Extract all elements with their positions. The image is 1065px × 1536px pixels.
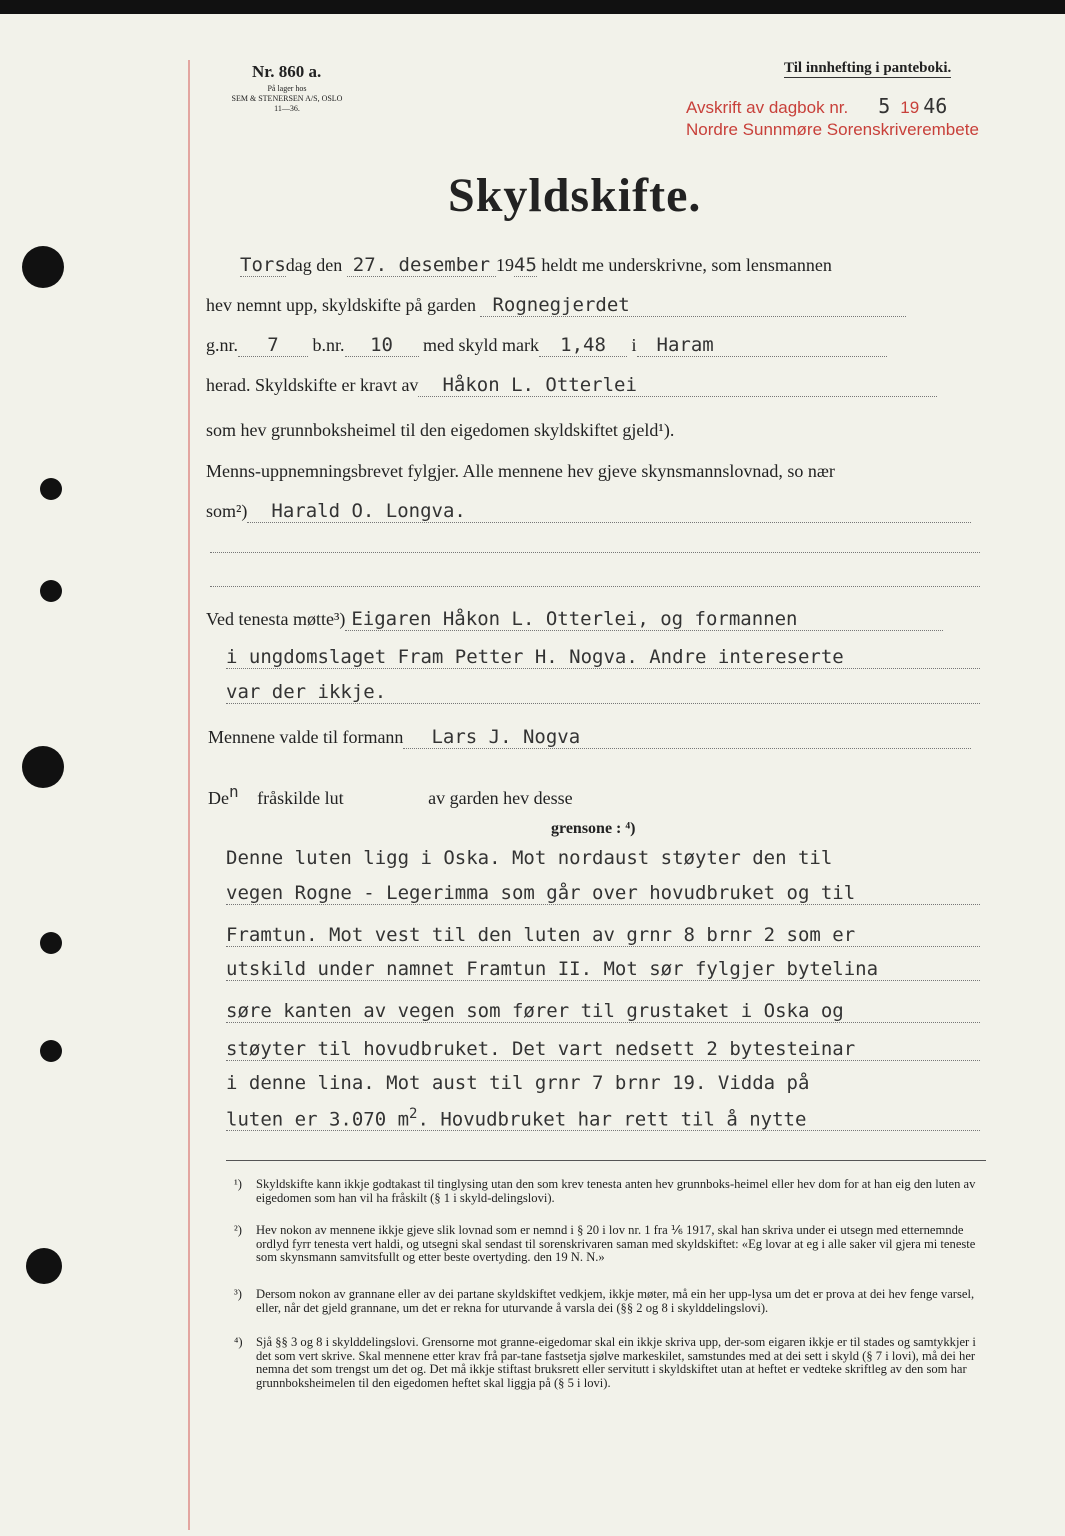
line-farm: hev nemnt upp, skyldskifte på garden Rognegjerdet [206, 294, 980, 317]
line-date: Torsdag den 27. desember 1945 heldt me underskrivne, som lensmannen [240, 254, 832, 276]
registry-stamp: Avskrift av dagbok nr. 5 19 46 Nordre Sunnmøre Sorenskriverembete [686, 94, 979, 139]
footnote-2: ²) Hev nokon av mennene ikkje gjeve slik lovnad som er nemnd i § 20 i lov nr. 1 fra ⅙ 1917, skal han skriva under ei utsegn med etternemnde ordlyd fyrr tenesta vert haldi, og utsegni skal sendast til sorenskrivaren saman med skyldskiftet: «Eg lovar at eg i alle saker vil gjera mi teneste som skynsmann samvitsfullt og etter beste overtyding. den 19 N. N.» [234, 1223, 976, 1264]
footnote-3: ³) Dersom nokon av grannane eller av dei partane skyldskiftet vedkjem, ikkje møter, må ein her upp-lysa um det er prova at dei hev fenge varsel, eller, når det gjeld grannane, um det er rekna for uturvande å varsla dei (§§ 2 og 8 i skylddelingslovi). [234, 1287, 975, 1315]
document-title: Skyldskifte. [448, 169, 702, 222]
filing-note: Til innhefting i panteboki. [784, 60, 952, 76]
line-chairman: Mennene valde til formann Lars J. Nogva [208, 726, 980, 749]
boundary-text-line: vegen Rogne - Legerimma som går over hovudbruket og til [226, 882, 980, 905]
boundary-text-line: luten er 3.070 $m^2$. Hovudbruket har rett til å nytte [226, 1106, 980, 1131]
form-number: Nr. 860 a. [252, 62, 322, 81]
boundary-text-line: Denne luten ligg i Oska. Mot nordaust støyter den til [226, 847, 833, 869]
blank-line [210, 552, 980, 553]
attendance-cont: var der ikkje. [226, 681, 980, 704]
punch-hole [40, 932, 62, 954]
line-appointment: Menns-uppnemningsbrevet fylgjer. Alle mennene hev gjeve skynsmannslovnad, so nær [206, 461, 835, 481]
line-attendance: Ved tenesta møtte³) Eigaren Håkon L. Otterlei, og formannen [206, 608, 980, 631]
punch-hole [22, 746, 64, 788]
line-property: g.nr. 7 b.nr. 10 med skyld mark 1,48 i Haram [206, 334, 980, 357]
margin-rule [188, 60, 190, 1530]
boundary-text-line: søre kanten av vegen som fører til grustaket i Oska og [226, 1000, 980, 1023]
boundary-heading: grensone : ⁴) [551, 820, 636, 837]
punch-hole [40, 580, 62, 602]
punch-hole [40, 478, 62, 500]
line-parcel: De$^n$ fråskilde lut av garden hev desse [208, 782, 573, 808]
footnote-4: ⁴) Sjå §§ 3 og 8 i skylddelingslovi. Grensorne mot granne-eigedomar skal ein ikkje skriva upp, der-som eigaren ikkje er til stades og samtykkjer i det som vert skrive. Skal mennene etter krav frå par-tane fastsetja sjølve markeskilet, samstundes med at dei sett i skyld (§ 7 i lovi), må dei her nemna det som trengst um det og. Det må ikkje stiftast bruksrett eller servitutt i skyldskiftet utan at heftet er vedteke skriftleg av den som har grunnboksheimelen til den eigedomen heftet skal liggja på (§ 5 i lovi). [234, 1335, 976, 1390]
line-requester: herad. Skyldskifte er kravt av Håkon L. Otterlei [206, 374, 980, 397]
attendance-cont: i ungdomslaget Fram Petter H. Nogva. Andre intereserte [226, 646, 980, 669]
punch-hole [22, 246, 64, 288]
footnote-1: ¹) Skyldskifte kann ikkje godtakast til tinglysing utan den som krev tenesta anten hev grunnboks-heimel eller hev dom for at han eig den luten av eigedomen som han vil ha fråskilt (§ 1 i skyld-delingslovi). [234, 1177, 976, 1205]
publisher-info: På lager hos SEM & STENERSEN A/S, OSLO 11—36. [231, 84, 343, 113]
punch-hole [40, 1040, 62, 1062]
line-title-holder: som hev grunnboksheimel til den eigedomen skyldskiftet gjeld¹). [206, 420, 675, 440]
blank-line [210, 586, 980, 587]
boundary-text-line: i denne lina. Mot aust til grnr 7 brnr 19. Vidda på [226, 1072, 810, 1094]
boundary-text-line: utskild under namnet Framtun II. Mot sør fylgjer bytelina [226, 958, 980, 981]
scan-top-border [0, 0, 1065, 14]
boundary-text-line: støyter til hovudbruket. Det vart nedsett 2 bytesteinar [226, 1038, 980, 1061]
line-exception: som²) Harald O. Longva. [206, 500, 980, 523]
boundary-text-line: Framtun. Mot vest til den luten av grnr 8 brnr 2 som er [226, 924, 980, 947]
punch-hole [26, 1248, 62, 1284]
footnote-rule [226, 1160, 986, 1161]
